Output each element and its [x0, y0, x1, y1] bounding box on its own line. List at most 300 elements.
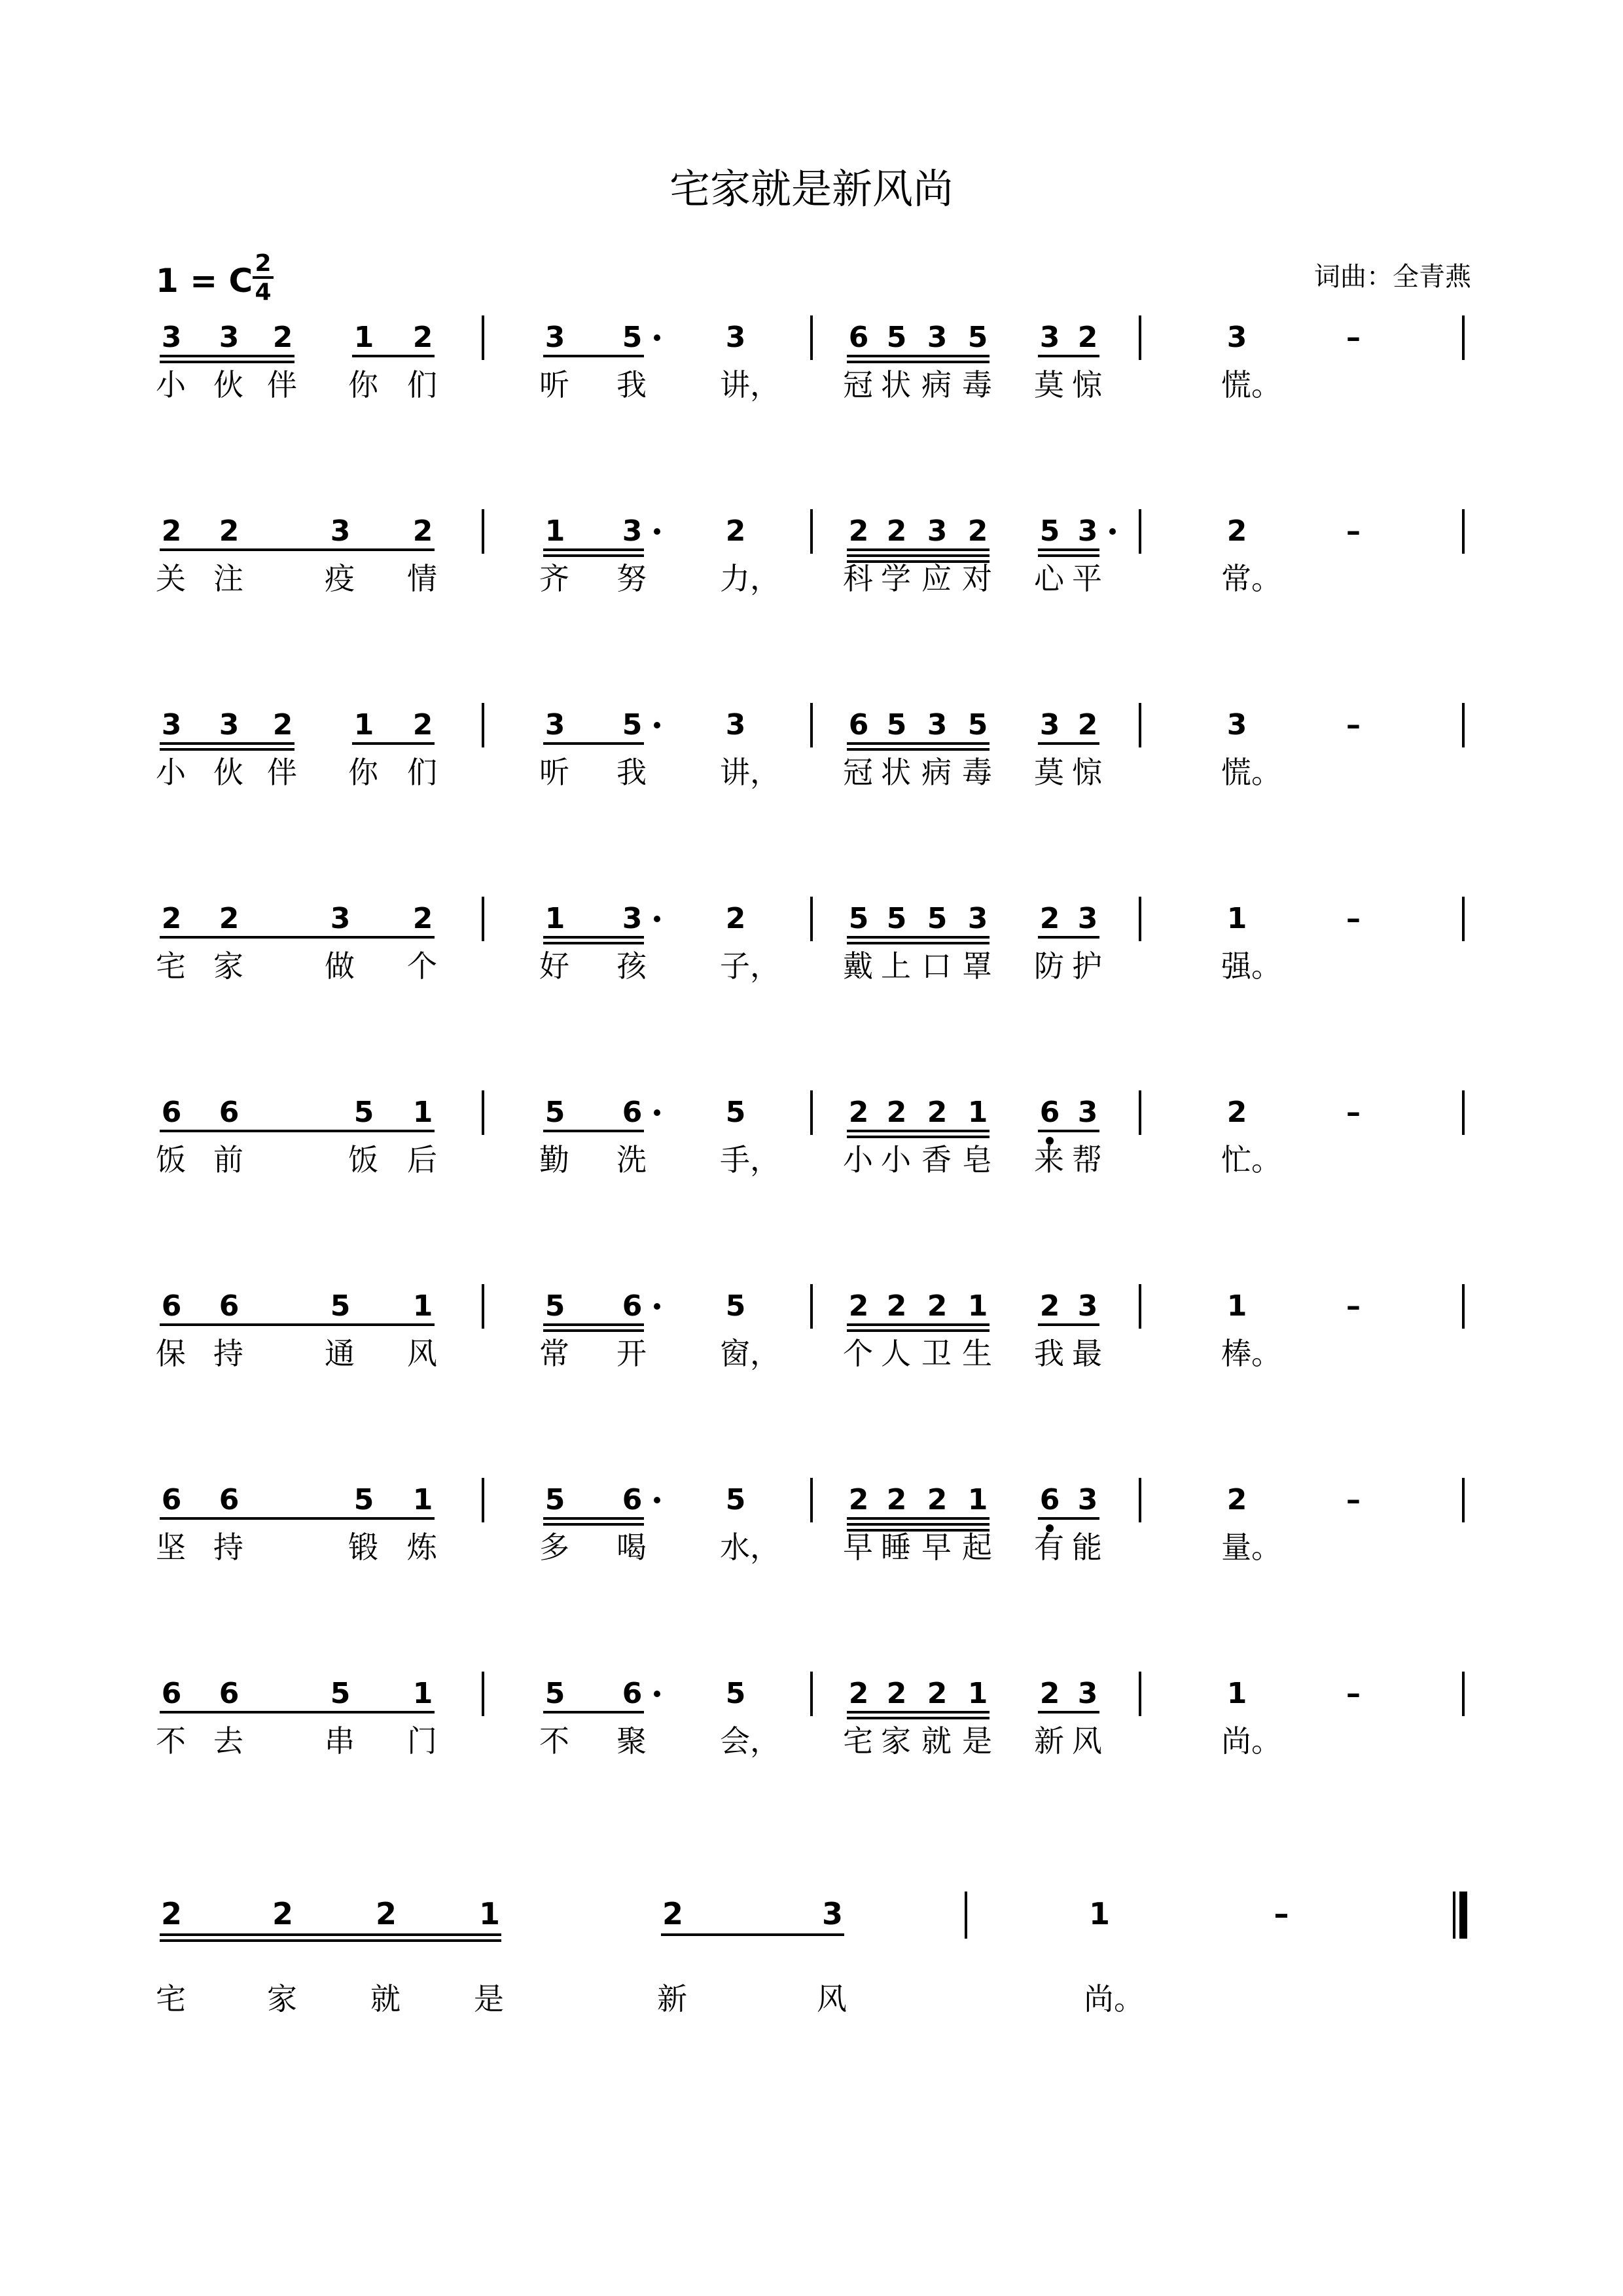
note: 5: [1039, 514, 1060, 548]
measure: [843, 708, 1103, 790]
lyric: 早: [843, 1530, 873, 1565]
note: –: [1346, 1096, 1361, 1129]
note: 2: [848, 1096, 869, 1129]
measure: [843, 1483, 1102, 1565]
key-label: 1 = C: [156, 262, 253, 300]
note: 5: [927, 902, 948, 935]
lyric: 状: [881, 755, 911, 790]
lyric: 宅: [843, 1723, 873, 1759]
lyric: 是: [474, 1981, 504, 2017]
note: 2: [272, 708, 293, 742]
note: 6: [161, 1483, 182, 1516]
note: 6: [622, 1677, 643, 1710]
note: 3: [967, 902, 988, 935]
lyric: 早: [921, 1530, 952, 1565]
score-row: [156, 509, 1463, 596]
lyric: 我: [616, 367, 647, 403]
note: 3: [622, 902, 643, 935]
lyric: 戴: [843, 948, 873, 984]
measure: [539, 514, 780, 596]
note: 2: [161, 902, 182, 935]
lyric: 能: [1072, 1530, 1102, 1565]
lyric: 力，: [720, 561, 780, 596]
lyric: 防: [1034, 948, 1064, 984]
lyric: 窗，: [720, 1336, 780, 1371]
note: 6: [622, 1289, 643, 1323]
note: –: [1346, 1289, 1361, 1323]
note: 5: [330, 1677, 351, 1710]
measure: [843, 1096, 1102, 1177]
augmentation-dot: [1109, 528, 1116, 535]
note: 5: [544, 1289, 565, 1323]
song-title: 宅家就是新风尚: [669, 165, 954, 213]
lyric: 皂: [962, 1142, 992, 1177]
note: 5: [725, 1677, 746, 1710]
note: 2: [1226, 1483, 1247, 1516]
note: 6: [1039, 1096, 1060, 1129]
note: 1: [412, 1096, 433, 1129]
measure: [1084, 1896, 1289, 2017]
note: 5: [544, 1483, 565, 1516]
note: 2: [161, 514, 182, 548]
note: 3: [544, 321, 565, 354]
lyric: 勤: [539, 1142, 569, 1177]
note: 2: [375, 1896, 397, 1931]
note: 1: [967, 1096, 988, 1129]
lyric: 们: [407, 367, 437, 403]
note: 2: [1226, 514, 1247, 548]
augmentation-dot: [654, 1303, 660, 1310]
lyric: 毒: [962, 367, 992, 403]
measure: [156, 902, 437, 984]
note: 2: [725, 902, 746, 935]
note: 5: [622, 708, 643, 742]
lyric: 子，: [720, 948, 780, 984]
lyric: 护: [1072, 948, 1102, 984]
note: 3: [927, 708, 948, 742]
lyric: 个: [407, 948, 437, 984]
lyric: 有: [1034, 1530, 1064, 1565]
lyric: 科: [843, 561, 873, 596]
note: 5: [886, 321, 907, 354]
measure: [1221, 1289, 1361, 1371]
lyric: 莫: [1034, 755, 1064, 790]
lyric: 状: [881, 367, 911, 403]
note: –: [1346, 708, 1361, 742]
lyric: 学: [881, 561, 911, 596]
lyric: 病: [921, 367, 952, 403]
lyric: 罩: [962, 948, 992, 984]
note: 6: [161, 1096, 182, 1129]
note: 2: [967, 514, 988, 548]
note: 3: [161, 708, 182, 742]
note: 6: [161, 1289, 182, 1323]
score-row: [156, 897, 1463, 984]
measure: [156, 1289, 437, 1371]
lyric: 香: [921, 1142, 952, 1177]
note: 6: [219, 1289, 240, 1323]
note: 6: [219, 1096, 240, 1129]
note: 2: [219, 514, 240, 548]
note: 5: [725, 1096, 746, 1129]
lyric: 不: [539, 1723, 569, 1759]
note: –: [1346, 1677, 1361, 1710]
time-signature-top: 2: [255, 250, 272, 277]
lyric: 最: [1072, 1336, 1102, 1371]
lyric: 常: [539, 1336, 569, 1371]
lyric: 去: [213, 1723, 243, 1759]
note: 3: [725, 708, 746, 742]
lyric: 强。: [1221, 948, 1281, 984]
note: 5: [330, 1289, 351, 1323]
measure: [1221, 514, 1361, 596]
note: 6: [622, 1483, 643, 1516]
lyric: 就: [370, 1981, 401, 2017]
lyric: 讲，: [720, 755, 780, 790]
note: 2: [160, 1896, 183, 1931]
note: 2: [412, 708, 433, 742]
note: 2: [412, 321, 433, 354]
lyric: 齐: [539, 561, 569, 596]
lyric: 新: [657, 1981, 687, 2017]
note: 5: [848, 902, 869, 935]
lyric: 后: [407, 1142, 437, 1177]
measure: [156, 708, 437, 790]
note: 3: [927, 321, 948, 354]
lyric: 注: [213, 561, 243, 596]
lyric: 棒。: [1221, 1336, 1281, 1371]
measure: [1221, 1096, 1361, 1177]
note: 3: [1077, 1677, 1098, 1710]
note: 3: [1077, 1289, 1098, 1323]
lyric: 风: [1072, 1723, 1102, 1759]
note: 1: [1088, 1896, 1111, 1931]
lyric: 慌。: [1221, 755, 1281, 790]
lyric: 努: [616, 561, 647, 596]
note: 2: [886, 1096, 907, 1129]
note: 5: [622, 321, 643, 354]
lyric: 做: [325, 948, 355, 984]
note: 2: [848, 1483, 869, 1516]
lyric: 伙: [213, 367, 243, 403]
lyric: 惊: [1072, 755, 1102, 790]
lyric: 关: [156, 561, 186, 596]
augmentation-dot: [654, 334, 660, 341]
score-row: [156, 1478, 1463, 1565]
lyric: 炼: [407, 1530, 437, 1565]
note: 2: [1077, 321, 1098, 354]
note: 6: [161, 1677, 182, 1710]
lyric: 冠: [843, 367, 873, 403]
lyric: 你: [348, 755, 378, 790]
lyric: 不: [156, 1723, 186, 1759]
note: 2: [927, 1289, 948, 1323]
lyric: 新: [1034, 1723, 1064, 1759]
note: 1: [967, 1677, 988, 1710]
score-row: [156, 1284, 1463, 1371]
note: 3: [1077, 1483, 1098, 1516]
note: 2: [848, 514, 869, 548]
lyric: 多: [539, 1530, 569, 1565]
lyric: 喝: [616, 1530, 647, 1565]
note: –: [1346, 1483, 1361, 1516]
augmentation-dot: [654, 528, 660, 535]
note: 5: [353, 1096, 374, 1129]
note: 2: [1039, 1677, 1060, 1710]
note: 2: [927, 1096, 948, 1129]
note: 3: [1077, 514, 1098, 548]
measure: [156, 321, 437, 403]
note: 2: [927, 1483, 948, 1516]
note: 3: [544, 708, 565, 742]
lyric: 洗: [616, 1142, 647, 1177]
note: 5: [544, 1096, 565, 1129]
note: 6: [622, 1096, 643, 1129]
measure: [1221, 708, 1361, 790]
note: 2: [412, 902, 433, 935]
measure: [156, 1896, 847, 2017]
lyric: 冠: [843, 755, 873, 790]
measure: [843, 514, 1116, 596]
lyric: 讲，: [720, 367, 780, 403]
credits: 词曲：全青燕: [1314, 262, 1471, 292]
note: 5: [886, 902, 907, 935]
note: 2: [886, 514, 907, 548]
note: 3: [1039, 321, 1060, 354]
note: 3: [927, 514, 948, 548]
lyric: 门: [407, 1723, 437, 1759]
measure: [1221, 1677, 1361, 1759]
lyric: 尚。: [1221, 1723, 1281, 1759]
note: 3: [622, 514, 643, 548]
lyric: 莫: [1034, 367, 1064, 403]
lyric: 好: [539, 948, 569, 984]
lyric: 人: [881, 1336, 911, 1371]
note: 2: [272, 321, 293, 354]
lyric: 坚: [156, 1530, 186, 1565]
lyric: 保: [156, 1336, 186, 1371]
lyric: 慌。: [1221, 367, 1281, 403]
score-row: [156, 315, 1463, 403]
note: 1: [412, 1483, 433, 1516]
note: 3: [330, 514, 351, 548]
note: 1: [353, 321, 374, 354]
score-rows: [156, 315, 1463, 1759]
lyric: 病: [921, 755, 952, 790]
note: 2: [927, 1677, 948, 1710]
note: 3: [1077, 1096, 1098, 1129]
note: 6: [219, 1483, 240, 1516]
augmentation-dot: [654, 1497, 660, 1503]
lyric: 水，: [720, 1530, 780, 1565]
lyric: 疫: [325, 561, 355, 596]
lyric: 对: [962, 561, 992, 596]
coda-row: [156, 1892, 1463, 2017]
score-row: [156, 1090, 1463, 1177]
note: 5: [544, 1677, 565, 1710]
lyric: 量。: [1221, 1530, 1281, 1565]
lyric: 帮: [1072, 1142, 1102, 1177]
lyric: 们: [407, 755, 437, 790]
score-row: [156, 1672, 1463, 1759]
lyric: 卫: [921, 1336, 952, 1371]
note: 3: [1226, 708, 1247, 742]
lyric: 忙。: [1221, 1142, 1281, 1177]
lyric: 饭: [156, 1142, 186, 1177]
note: 1: [967, 1483, 988, 1516]
lyric: 会，: [720, 1723, 780, 1759]
time-signature-bottom: 4: [255, 279, 272, 306]
note: 1: [1226, 1677, 1247, 1710]
note: 3: [330, 902, 351, 935]
lyric: 口: [921, 948, 952, 984]
lyric: 听: [539, 755, 569, 790]
lyric: 常。: [1221, 561, 1281, 596]
note: 5: [725, 1483, 746, 1516]
note: 5: [353, 1483, 374, 1516]
lyric: 伴: [267, 755, 297, 790]
measure: [539, 902, 780, 984]
note: 1: [544, 514, 565, 548]
note: 1: [353, 708, 374, 742]
note: 1: [478, 1896, 501, 1931]
note: 5: [886, 708, 907, 742]
lyric: 生: [962, 1336, 992, 1371]
note: 1: [544, 902, 565, 935]
measure: [843, 1677, 1102, 1759]
lyric: 惊: [1072, 367, 1102, 403]
note: 2: [848, 1289, 869, 1323]
lyric: 毒: [962, 755, 992, 790]
note: 3: [821, 1896, 844, 1931]
lyric: 来: [1034, 1142, 1064, 1177]
lyric: 睡: [881, 1530, 911, 1565]
lyric: 锻: [348, 1530, 378, 1565]
note: 6: [848, 708, 869, 742]
measure: [539, 1289, 780, 1371]
note: 2: [886, 1483, 907, 1516]
lyric: 持: [213, 1336, 243, 1371]
note: –: [1346, 902, 1361, 935]
measure: [1221, 902, 1361, 984]
note: 2: [1039, 902, 1060, 935]
measure: [539, 321, 780, 403]
lyric: 家: [213, 948, 243, 984]
measure: [539, 1483, 780, 1565]
measure: [156, 1677, 437, 1759]
lyric: 小: [881, 1142, 911, 1177]
note: 3: [725, 321, 746, 354]
augmentation-dot: [654, 916, 660, 922]
note: 1: [412, 1289, 433, 1323]
lyric: 我: [1034, 1336, 1064, 1371]
note: 2: [272, 1896, 294, 1931]
note: 3: [219, 708, 240, 742]
note: 6: [848, 321, 869, 354]
measure: [843, 1289, 1102, 1371]
note: 1: [1226, 902, 1247, 935]
lyric: 通: [325, 1336, 355, 1371]
note: 3: [1226, 321, 1247, 354]
note: 2: [886, 1677, 907, 1710]
lyric: 开: [616, 1336, 647, 1371]
lyric: 伙: [213, 755, 243, 790]
lyric: 宅: [156, 948, 186, 984]
lyric: 小: [843, 1142, 873, 1177]
note: 6: [219, 1677, 240, 1710]
key-signature: [156, 250, 274, 306]
note: 2: [848, 1677, 869, 1710]
note: 2: [412, 514, 433, 548]
lyric: 家: [881, 1723, 911, 1759]
augmentation-dot: [654, 1691, 660, 1697]
measure: [156, 1096, 437, 1177]
lyric: 应: [921, 561, 952, 596]
lyric: 我: [616, 755, 647, 790]
note: 3: [1039, 708, 1060, 742]
measure: [539, 1096, 780, 1177]
lyric: 起: [962, 1530, 992, 1565]
note: 2: [1039, 1289, 1060, 1323]
lyric: 心: [1034, 561, 1064, 596]
lyric: 宅: [156, 1981, 186, 2017]
lyric: 持: [213, 1530, 243, 1565]
note: 1: [412, 1677, 433, 1710]
augmentation-dot: [654, 1109, 660, 1116]
note: 5: [725, 1289, 746, 1323]
note: 2: [1226, 1096, 1247, 1129]
lyric: 饭: [348, 1142, 378, 1177]
note: –: [1346, 514, 1361, 548]
note: 2: [1077, 708, 1098, 742]
measure: [843, 902, 1102, 984]
lyric: 风: [407, 1336, 437, 1371]
note: 2: [219, 902, 240, 935]
measure: [1221, 321, 1361, 403]
lyric: 串: [325, 1723, 355, 1759]
lyric: 听: [539, 367, 569, 403]
note: 2: [725, 514, 746, 548]
lyric: 平: [1072, 561, 1102, 596]
measure: [156, 1483, 438, 1565]
note: 3: [161, 321, 182, 354]
note: 3: [219, 321, 240, 354]
lyric: 聚: [616, 1723, 647, 1759]
note: –: [1346, 321, 1361, 354]
note: 1: [967, 1289, 988, 1323]
note: –: [1274, 1896, 1289, 1931]
measure: [156, 514, 437, 596]
note: 2: [886, 1289, 907, 1323]
measure: [539, 708, 780, 790]
lyric: 风: [817, 1981, 847, 2017]
note: 2: [662, 1896, 684, 1931]
note: 6: [1039, 1483, 1060, 1516]
lyric: 是: [962, 1723, 992, 1759]
augmentation-dot: [654, 722, 660, 728]
lyric: 伴: [267, 367, 297, 403]
lyric: 个: [843, 1336, 873, 1371]
measure: [539, 1677, 780, 1759]
measure: [843, 321, 1103, 403]
measure: [1221, 1483, 1361, 1565]
lyric: 小: [156, 755, 186, 790]
lyric: 上: [881, 948, 911, 984]
lyric: 家: [267, 1981, 297, 2017]
lyric: 就: [921, 1723, 952, 1759]
score-row: [156, 703, 1463, 790]
note: 5: [967, 321, 988, 354]
